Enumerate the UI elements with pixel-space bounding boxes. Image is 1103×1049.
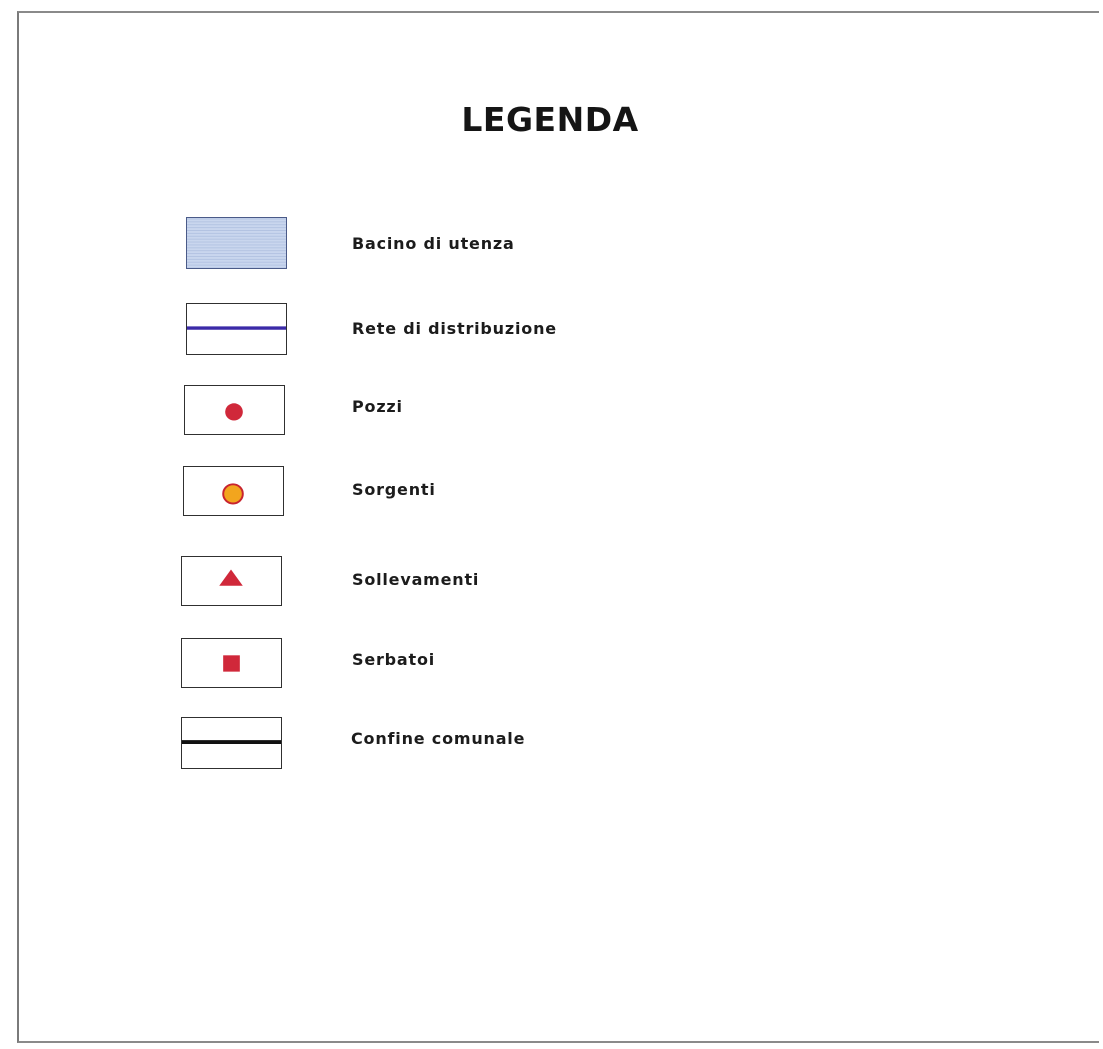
legend-title: LEGENDA	[461, 100, 639, 139]
municipal-boundary-swatch	[181, 717, 282, 769]
legend-label: Rete di distribuzione	[352, 319, 557, 338]
legend-label: Serbatoi	[352, 650, 436, 669]
distribution-line-icon	[187, 304, 286, 354]
square-icon	[182, 639, 281, 687]
boundary-line-icon	[182, 718, 281, 768]
legend-item-confine	[19, 717, 1019, 777]
circle-outlined-icon	[184, 467, 283, 515]
springs-swatch	[183, 466, 284, 516]
hatched-area-icon	[187, 218, 286, 268]
legend-label: Sollevamenti	[352, 570, 480, 589]
legend-label: Bacino di utenza	[352, 234, 515, 253]
legend-item-pozzi	[19, 385, 1019, 445]
legend-label: Pozzi	[352, 397, 403, 416]
service-area-swatch	[186, 217, 287, 269]
legend-panel	[17, 11, 1099, 1043]
triangle-icon	[182, 557, 281, 605]
legend-item-sollevamenti	[19, 556, 1019, 616]
legend-item-bacino	[19, 217, 1019, 277]
network-swatch	[186, 303, 287, 355]
legend-item-sorgenti	[19, 466, 1019, 526]
legend-label: Sorgenti	[352, 480, 436, 499]
wells-swatch	[184, 385, 285, 435]
legend-item-rete	[19, 303, 1019, 363]
circle-icon	[185, 386, 284, 434]
legend-item-serbatoi	[19, 638, 1019, 698]
tanks-swatch	[181, 638, 282, 688]
pumping-stations-swatch	[181, 556, 282, 606]
legend-label: Confine comunale	[351, 729, 526, 748]
